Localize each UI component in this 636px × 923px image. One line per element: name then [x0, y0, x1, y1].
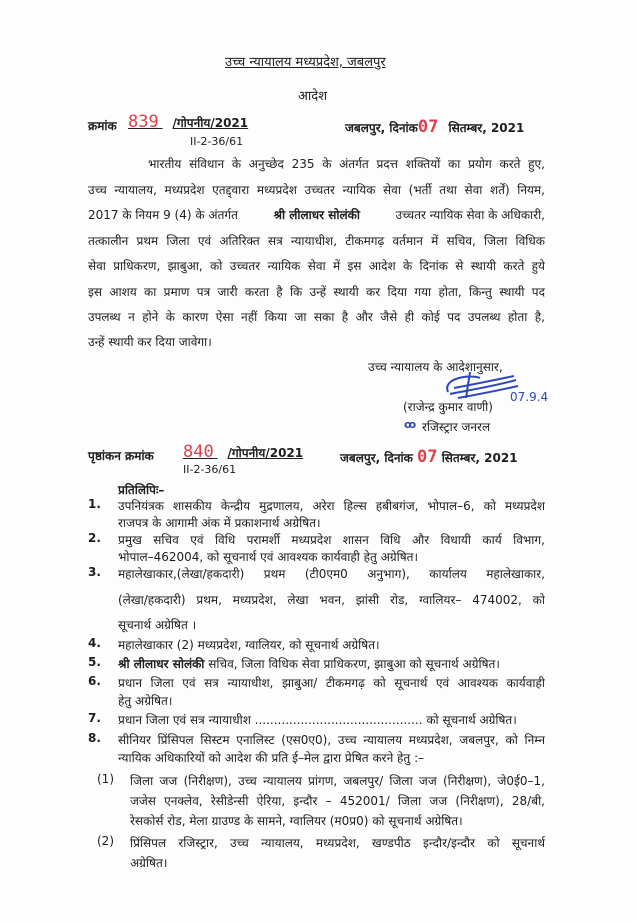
sublist-item: प्रिंसिपल रजिस्ट्रार, उच्च न्यायालय, मध्यप्रदेश, खण्डपीठ इन्दौर/इन्दौर को सूचनार्थ — [130, 836, 545, 850]
officer-name: श्री लीलाधर सोलंकी — [273, 208, 360, 222]
order-place-date: जबलपुर, दिनांक07 सितम्बर, 2021 — [345, 117, 525, 137]
order-ref-label: क्रमांक — [88, 119, 117, 133]
endorsement-file-number: II-2-36/61 — [183, 463, 237, 476]
endorsement-place-date: जबलपुर, दिनांक 07 सितम्बर, 2021 — [340, 447, 518, 467]
list-item: सीनियर प्रिंसिपल सिस्टम एनालिस्ट (एस0ए0), उच्च न्यायालय मध्यप्रदेश, जबलपुर, को निम्न — [118, 733, 545, 747]
list-number: 1. — [88, 497, 101, 511]
list-number: 2. — [88, 531, 101, 545]
list-number: 6. — [88, 674, 101, 688]
list-number: 8. — [88, 731, 101, 745]
endorsement-label: पृष्ठांकन क्रमांक — [88, 449, 154, 463]
list-item: न्यायिक अधिकारियों को आदेश की प्रति ई–मेल द्वारा प्रेषित करने हेतु :– — [118, 751, 425, 765]
sublist-number: (1) — [97, 772, 114, 786]
list-number: 7. — [88, 711, 101, 725]
by-order-text: उच्च न्यायालय के आदेशानुसार, — [368, 360, 503, 374]
endorsement-number-line: 840 /गोपनीय/2021 — [183, 442, 304, 462]
list-item: श्री लीलाधर सोलंकी सचिव, जिला विधिक सेवा प्राधिकरण, झाबुआ को सूचनार्थ अग्रेषित। — [118, 657, 500, 671]
list-item: हेतु अग्रेषित। — [118, 694, 173, 708]
sublist-item: जजेस एनक्लेव, रेसीडेन्सी ऐरिया, इन्दौर – 452001/ जिला जज (निरीक्षण), 28/बी, — [130, 794, 545, 808]
list-item: प्रधान जिला एवं सत्र न्यायाधीश ............................................ को सूचनार्थ अग्रेषित। — [118, 713, 517, 727]
list-number: 4. — [88, 636, 101, 650]
body-line: उपलब्ध न होने के कारण ऐसा नहीं किया जा सका है और जैसे ही कोई पद उपलब्ध होता है, — [88, 310, 545, 324]
order-day: 07 — [417, 117, 439, 137]
list-item: उपनियंत्रक शासकीय केन्द्रीय मुद्रणालय, अरेरा हिल्स हबीबगंज, भोपाल–6, को मध्यप्रदेश — [118, 499, 545, 513]
initials-mark: ꝏ — [404, 418, 417, 431]
list-item: महालेखाकार,(लेखा/हकदारी) प्रथम (टी0एम0 अनुभाग), कार्यालय महालेखाकार, — [118, 567, 545, 581]
list-item: प्रमुख सचिव एवं विधि परामर्शी मध्यप्रदेश शासन विधि और विधायी कार्य विभाग, — [118, 533, 545, 547]
list-item: महालेखाकार (2) मध्यप्रदेश, ग्वालियर, को सूचनार्थ अग्रेषित। — [118, 638, 380, 652]
order-ref-number-line — [128, 112, 263, 132]
body-line: उच्च न्यायालय, मध्यप्रदेश एतद्द्वारा मध्यप्रदेश उच्चतर न्यायिक सेवा (भर्ती तथा सेवा शर्तें) नियम, — [88, 183, 545, 197]
body-line: इस आशय का प्रमाण पत्र जारी करता है कि उन्हें स्थायी कर दिया गया होता, किन्तु स्थायी पद — [88, 285, 545, 299]
order-ref-suffix: /गोपनीय/2021 — [172, 116, 249, 130]
file-number: II-2-36/61 — [190, 135, 244, 148]
body-line: तत्कालीन प्रथम जिला एवं अतिरिक्त सत्र न्यायाधीश, टीकमगढ़ वर्तमान में सचिव, जिला विधिक — [88, 234, 545, 248]
court-heading: उच्च न्यायालय मध्यप्रदेश, जबलपुर — [225, 55, 386, 70]
body-line: उन्हें स्थायी कर दिया जावेगा। — [88, 335, 212, 349]
endorsement-number: 840 — [183, 442, 214, 462]
signature-date-note: 07.9.4 — [510, 390, 549, 404]
body-line: 2017 के नियम 9 (4) के अंतर्गत श्री लीलाधर सोलंकी उच्चतर न्यायिक सेवा के अधिकारी, — [88, 208, 545, 222]
body-line: सेवा प्राधिकरण, झाबुआ, को उच्चतर न्यायिक सेवा में इस आदेश के दिनांक से स्थायी करते हुये — [88, 259, 545, 273]
list-number: 3. — [88, 565, 101, 579]
copy-to-label: प्रतिलिपिः– — [118, 483, 165, 497]
list-item: (लेखा/हकदारी) प्रथम, मध्यप्रदेश, लेखा भवन, झांसी रोड, ग्वालियर– 474002, को — [118, 593, 545, 607]
list-item: राजपत्र के आगामी अंक में प्रकाशनार्थ अग्रेषित। — [118, 516, 321, 530]
body-line: भारतीय संविधान के अनुच्छेद 235 के अंतर्गत प्रदत्त शक्तियों का प्रयोग करते हुए, — [148, 157, 545, 171]
signatory-name: (राजेन्द्र कुमार वाणी) — [403, 400, 493, 414]
list-item: प्रधान जिला एवं सत्र न्यायाधीश, झाबुआ/ टीकमगढ़ को सूचनार्थ एवं आवश्यक कार्यवाही — [118, 676, 545, 690]
order-number: 839 — [128, 112, 159, 132]
sublist-item: अग्रेषित। — [130, 856, 168, 870]
list-item: सूचनार्थ अग्रेषित । — [118, 618, 197, 632]
sublist-number: (2) — [97, 834, 114, 848]
sublist-item: जिला जज (निरीक्षण), उच्च न्यायालय प्रांगण, जबलपुर/ जिला जज (निरीक्षण), जे0ई0–1, — [130, 774, 545, 788]
order-title: आदेश — [298, 89, 328, 104]
sublist-item: रेसकोर्स रोड, मेला ग्राउण्ड के सामने, ग्वालियर (म0प्र0) को सूचनार्थ अग्रेषित। — [130, 814, 463, 828]
list-number: 5. — [88, 655, 101, 669]
designation: रजिस्ट्रार जनरल — [422, 420, 491, 434]
list-item: भोपाल–462004, को सूचनार्थ एवं आवश्यक कार्यवाही हेतु अग्रेषित। — [118, 550, 419, 564]
